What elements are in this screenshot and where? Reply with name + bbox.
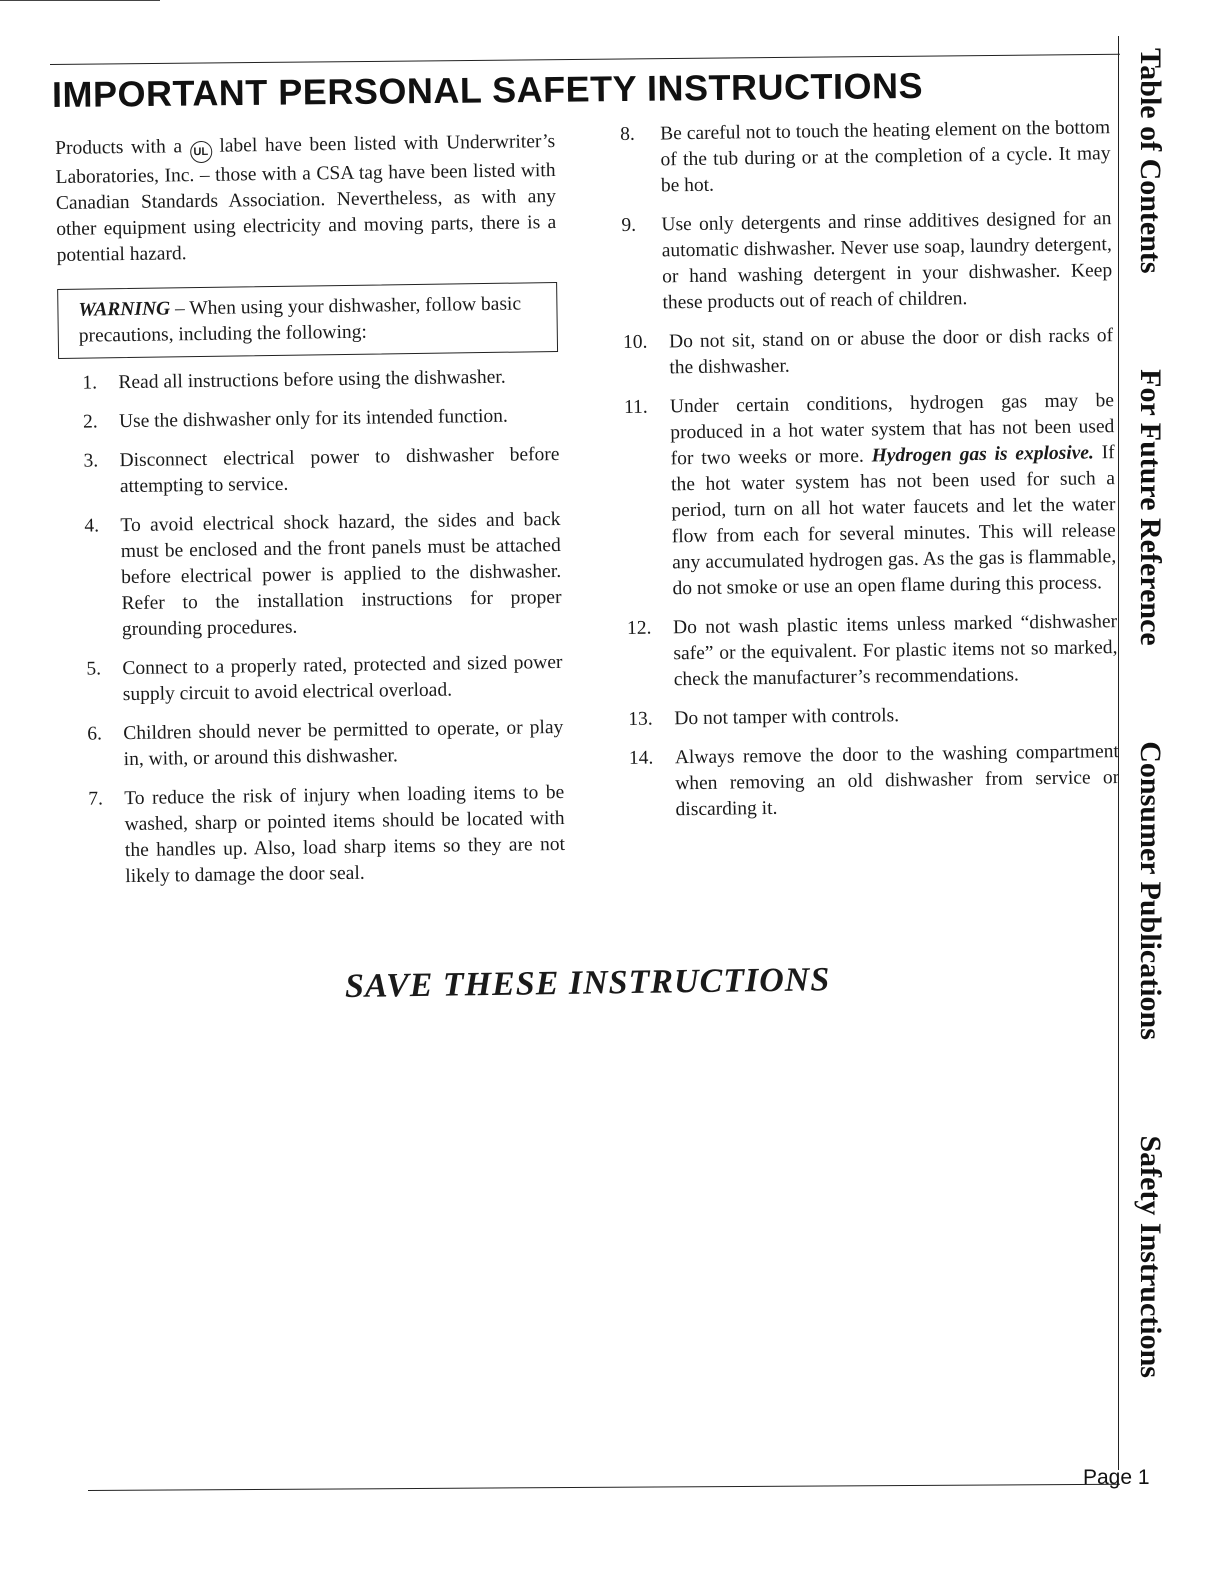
- hydrogen-warning-emphasis: Hydrogen gas is explosive.: [871, 442, 1095, 467]
- top-rule: [50, 54, 1120, 65]
- intro-text-before: Products with a: [55, 136, 183, 159]
- warning-label: WARNING: [78, 298, 171, 321]
- page-title: IMPORTANT PERSONAL SAFETY INSTRUCTIONS: [51, 64, 924, 115]
- item-number: 4.: [84, 515, 100, 537]
- item-number: 11.: [623, 396, 648, 418]
- item-text: Read all instructions before using the dishwasher.: [118, 366, 506, 394]
- item-text: Do not tamper with controls.: [674, 705, 900, 730]
- bottom-rule: [88, 1484, 1120, 1491]
- intro-text-after: label have been listed with Underwriter’s Laboratories, Inc. – those with a CSA tag have been listed with Canadian Standards Association. Nevertheless, as with any other equipment using electricity and moving parts, there is a potential hazard.: [55, 131, 557, 266]
- item-text: Do not wash plastic items unless marked “dishwasher safe” or the equivalent. For plastic items not so marked, check the manufacturer’s recommendations.: [672, 611, 1118, 691]
- instructions-list-left: [58, 364, 565, 891]
- instructions-list-right: [620, 115, 1120, 824]
- item-text: Use only detergents and rinse additives designed for an automatic dishwasher. Never use soap, laundry detergent, or hand washing detergent in your dishwasher. Keep these products out of reach of children.: [661, 208, 1113, 314]
- right-column: [620, 115, 1120, 837]
- item-text: Disconnect electrical power to dishwasher before attempting to service.: [119, 443, 560, 498]
- item-number: 13.: [628, 708, 653, 730]
- left-column: [55, 129, 566, 904]
- ul-listed-icon: UL: [190, 141, 212, 163]
- item-text-after: If the hot water system has not been used for such a period, turn on all hot water faucets and let the water flow from each for several minutes. This will release any accumulated hydrogen gas. As the gas is flammable, do not smoke or use an open flame during this process.: [670, 442, 1117, 600]
- side-tab-index: [1130, 48, 1170, 1378]
- warning-text: – When using your dishwasher, follow basic precautions, including the following:: [78, 293, 522, 347]
- item-number: 1.: [82, 372, 98, 394]
- list-item: [621, 206, 1112, 317]
- list-item: [627, 609, 1118, 694]
- item-number: 14.: [628, 747, 654, 769]
- item-number: 2.: [82, 411, 98, 433]
- item-text: Do not sit, stand on or abuse the door or dish racks of the dishwasher.: [668, 325, 1114, 379]
- list-item: [620, 115, 1111, 200]
- item-number: 7.: [88, 788, 104, 810]
- corner-rule: [0, 0, 160, 1]
- list-item: [59, 403, 559, 436]
- list-item: [629, 739, 1120, 824]
- item-number: 8.: [620, 123, 635, 145]
- list-item: [63, 715, 564, 774]
- item-text: Be careful not to touch the heating element on the bottom of the tub during or at the completion of a cycle. It may be hot.: [660, 117, 1111, 197]
- item-text: Always remove the door to the washing compartment when removing an old dishwasher from service or discarding it.: [674, 741, 1120, 821]
- item-number: 12.: [626, 617, 652, 639]
- list-item: [624, 388, 1117, 603]
- save-instructions-title: SAVE THESE INSTRUCTIONS: [344, 961, 831, 1005]
- side-tab-table-of-contents: Table of Contents: [1134, 48, 1167, 274]
- item-number: 9.: [621, 214, 637, 236]
- item-text-before: Under certain conditions, hydrogen gas may be produced in a hot water system that has not been used for two weeks or more.: [669, 390, 1115, 470]
- side-tab-safety-instructions: Safety Instructions: [1134, 1135, 1167, 1378]
- list-item: [628, 700, 1118, 733]
- item-number: 5.: [86, 658, 102, 680]
- item-number: 3.: [83, 450, 99, 472]
- list-item: [59, 442, 560, 501]
- item-number: 10.: [622, 331, 648, 353]
- list-item: [60, 507, 562, 644]
- intro-paragraph: [55, 129, 557, 269]
- item-text: Use the dishwasher only for its intended function.: [118, 405, 508, 433]
- item-number: 6.: [87, 723, 103, 745]
- item-text: Connect to a properly rated, protected and sized power supply circuit to avoid electrical overload.: [122, 651, 563, 706]
- side-tab-for-future-reference: For Future Reference: [1134, 369, 1167, 646]
- page-number: Page 1: [1083, 1466, 1150, 1489]
- list-item: [64, 780, 565, 891]
- list-item: [58, 364, 558, 397]
- warning-box: [57, 282, 558, 359]
- list-item: [62, 650, 563, 709]
- item-text: To reduce the risk of injury when loading items to be washed, sharp or pointed items should be located with the handles up. Also, load sharp items so they are not likely to damage the door seal.: [124, 781, 566, 888]
- side-tab-consumer-publications: Consumer Publications: [1134, 741, 1167, 1040]
- item-text: Children should never be permitted to operate, or play in, with, or around this dishwasher.: [123, 716, 564, 771]
- list-item: [623, 323, 1114, 382]
- item-text: To avoid electrical shock hazard, the sides and back must be enclosed and the front panels must be attached before electrical power is applied to the dishwasher. Refer to the installation instructions for proper grounding procedures.: [120, 508, 562, 641]
